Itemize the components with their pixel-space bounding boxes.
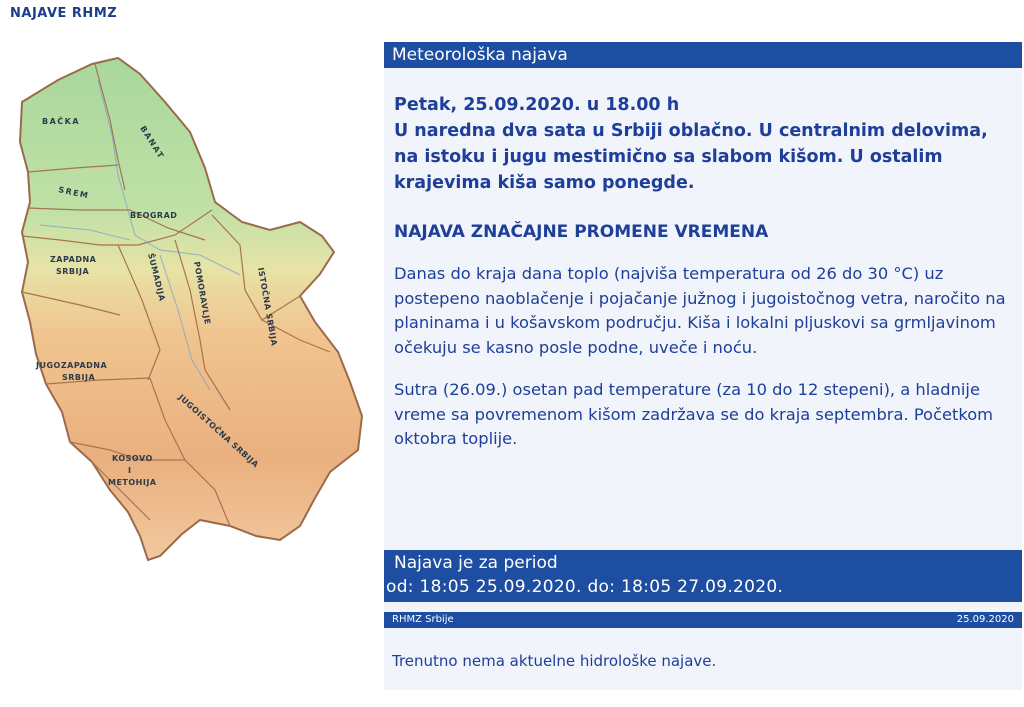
region-banat: BANAT	[138, 124, 166, 161]
forecast-panel	[384, 42, 1022, 690]
map-svg	[0, 40, 380, 580]
footer-bar	[384, 612, 1022, 628]
period-title: Najava je za period	[394, 553, 558, 573]
headline-date: Petak, 25.09.2020. u 18.00 h	[394, 95, 680, 115]
region-beograd: BEOGRAD	[130, 211, 178, 220]
region-zapadna-1: ZAPADNA	[50, 255, 97, 264]
footer-source: RHMZ Srbije	[392, 614, 454, 625]
forecast-header: Meteorološka najava	[384, 42, 1022, 68]
period-range: od: 18:05 25.09.2020. do: 18:05 27.09.2020.	[386, 577, 784, 597]
forecast-body	[394, 92, 1014, 452]
region-backa: BAČKA	[42, 117, 81, 126]
site-title: NAJAVE RHMZ	[10, 6, 118, 21]
region-pomoravlje: POMORAVLJE	[192, 260, 213, 326]
region-jugoistocna: JUGOISTOČNA SRBIJA	[176, 392, 261, 470]
region-kosovo-1: KOSOVO	[112, 454, 153, 463]
serbia-outline	[20, 58, 362, 560]
region-jugozapadna-1: JUGOZAPADNA	[36, 361, 108, 370]
forecast-paragraph-today: Danas do kraja dana toplo (najviša temperatura od 26 do 30 °C) uz postepeno naoblačenje i pojačanje južnog i jugoistočnog vetra, naročito na planinama i u košavskom području. Kiša i lokalni pljuskovi sa grmljavinom očekuju se kasno posle podne, uveče i noću.	[394, 264, 1006, 357]
forecast-paragraph-tomorrow: Sutra (26.09.) osetan pad temperature (za 10 do 12 stepeni), a hladnije vreme sa povremenom kišom zadržava se do kraja septembra. Početkom oktobra toplije.	[394, 380, 994, 448]
serbia-region-map[interactable]	[0, 40, 380, 580]
region-zapadna-2: SRBIJA	[56, 267, 90, 276]
hydro-note: Trenutno nema aktuelne hidrološke najave.	[392, 652, 717, 670]
headline-text: U naredna dva sata u Srbiji oblačno. U centralnim delovima, na istoku i jugu mestimično sa slabom kišom. U ostalim krajevima kiša samo ponegde.	[394, 121, 988, 193]
region-kosovo-3: METOHIJA	[108, 478, 157, 487]
region-kosovo-2: I	[128, 466, 132, 475]
region-srem: SREM	[57, 185, 91, 201]
region-jugozapadna-2: SRBIJA	[62, 373, 96, 382]
region-sumadija: ŠUMADIJA	[146, 252, 167, 303]
region-istocna: ISTOČNA SRBIJA	[256, 266, 279, 347]
footer-date: 25.09.2020	[956, 614, 1014, 625]
forecast-period	[384, 550, 1022, 602]
warning-title: NAJAVA ZNAČAJNE PROMENE VREMENA	[394, 222, 769, 242]
